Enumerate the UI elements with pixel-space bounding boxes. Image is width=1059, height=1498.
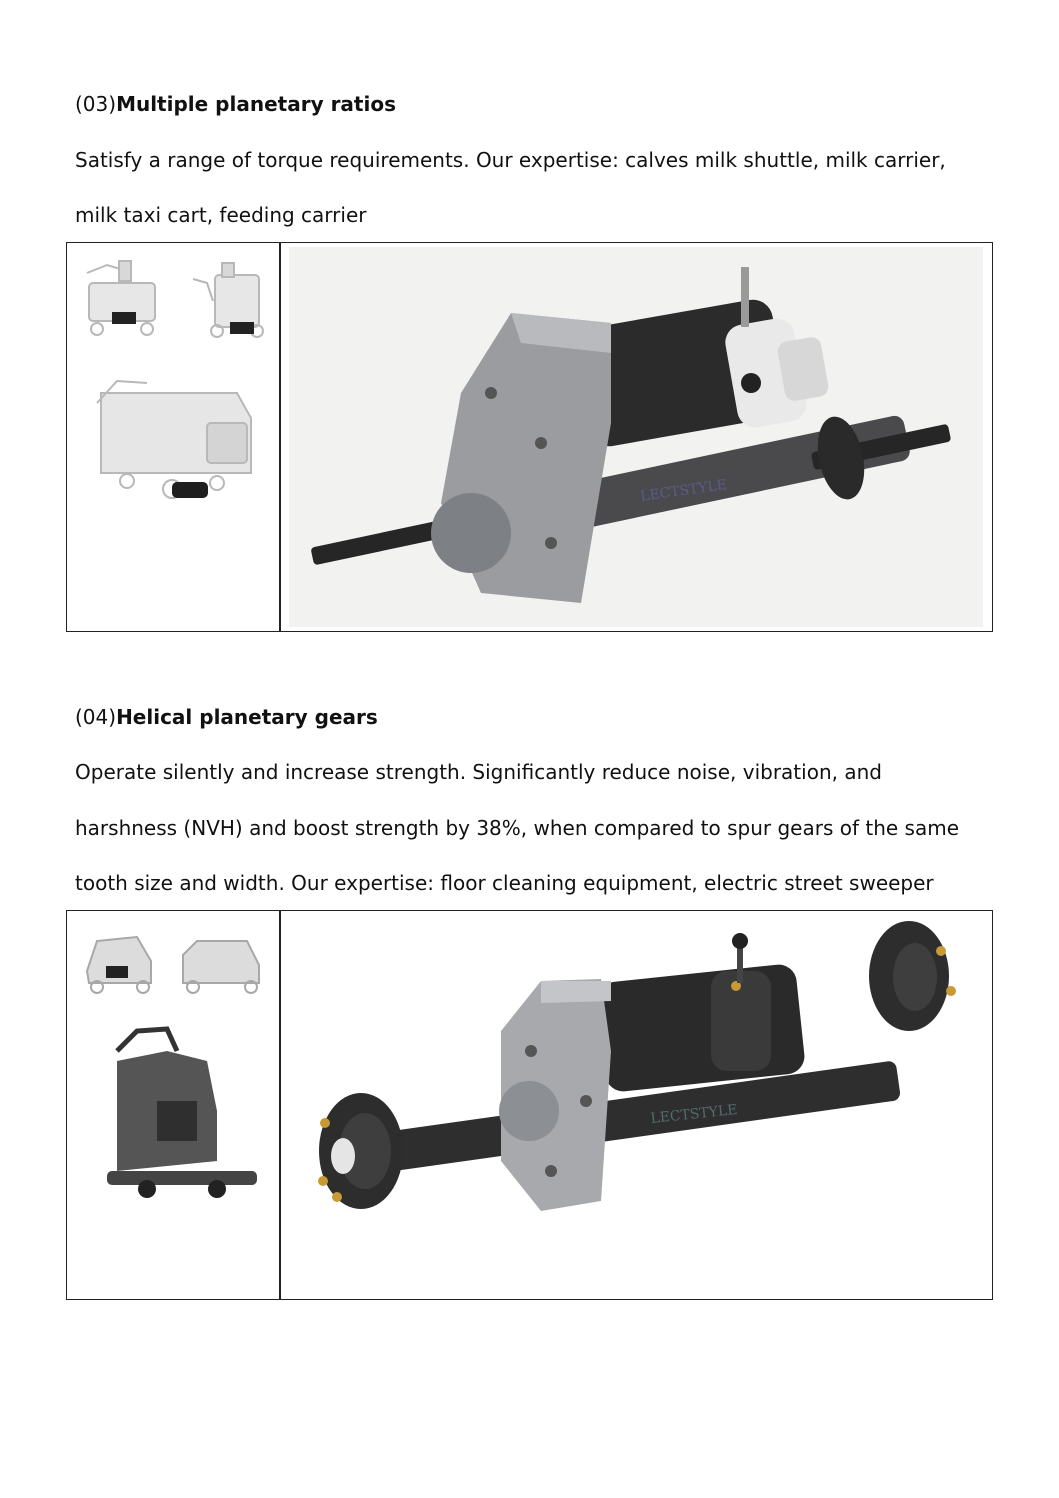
ride-on-sweeper-icon xyxy=(87,937,151,993)
section-04-text-line-2: harshness (NVH) and boost strength by 38%, when compared to spur gears of the same xyxy=(75,816,960,840)
feeding-carrier-icon xyxy=(97,381,251,498)
section-03-image-table xyxy=(66,242,993,632)
milk-shuttle-cart-icon xyxy=(87,261,155,335)
section-04-heading xyxy=(75,703,378,731)
right-wheel-hub xyxy=(869,921,956,1031)
section-04-product-photo xyxy=(281,911,992,1299)
section-04-application-images xyxy=(67,911,279,1299)
motor-body xyxy=(596,933,806,1093)
street-sweeper-icon xyxy=(183,941,259,993)
section-03-application-images xyxy=(67,243,279,631)
section-03-text-line-2: milk taxi cart, feeding carrier xyxy=(75,203,367,227)
left-wheel-hub xyxy=(318,1093,403,1209)
section-04-title: Helical planetary gears xyxy=(116,705,378,729)
section-04-text-line-1: Operate silently and increase strength. Significantly reduce noise, vibration, and xyxy=(75,760,882,784)
milk-carrier-icon xyxy=(193,263,263,337)
section-04-text-line-3: tooth size and width. Our expertise: floor cleaning equipment, electric street sweeper xyxy=(75,871,934,895)
section-03-heading xyxy=(75,90,396,118)
product-watermark: LECTSTYLE xyxy=(639,476,728,505)
section-04-number: (04) xyxy=(75,705,117,729)
floor-scrubber-icon xyxy=(107,1029,257,1198)
section-03-title: Multiple planetary ratios xyxy=(116,92,396,116)
section-03-text-line-1: Satisfy a range of torque requirements. Our expertise: calves milk shuttle, milk carrier, xyxy=(75,148,946,172)
section-03-product-photo xyxy=(281,243,992,631)
section-04-image-table xyxy=(66,910,993,1300)
section-03-number: (03) xyxy=(75,92,117,116)
product-watermark: LECTSTYLE xyxy=(649,1101,739,1127)
gearbox-housing xyxy=(499,979,611,1211)
